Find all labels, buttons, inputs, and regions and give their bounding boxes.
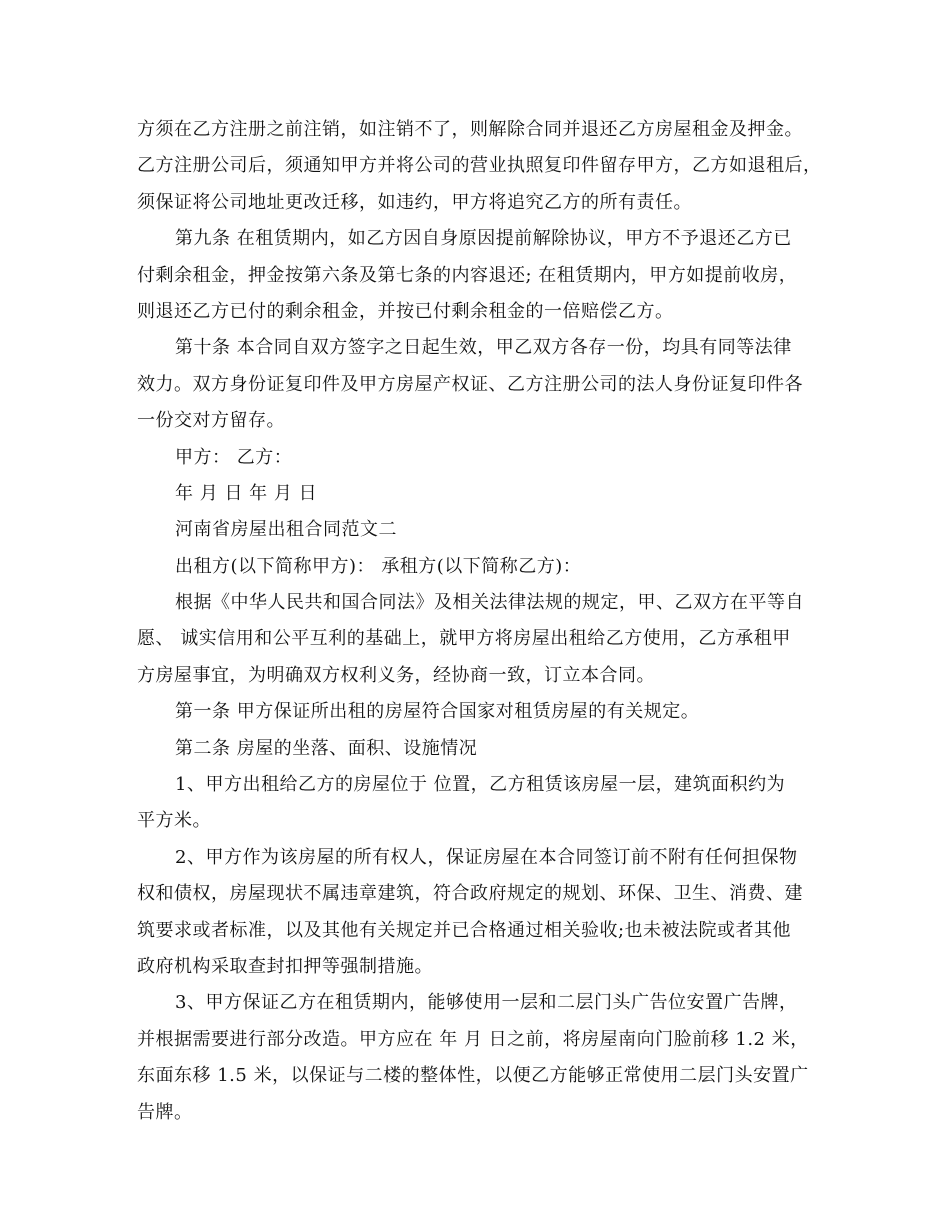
text-line: 须保证将公司地址更改迁移，如违约，甲方将追究乙方的所有责任。 <box>137 191 692 213</box>
text-line: 政府机构采取查封扣押等强制措施。 <box>137 955 433 977</box>
text-line: 平方米。 <box>137 810 211 832</box>
text-line: 效力。双方身份证复印件及甲方房屋产权证、乙方注册公司的法人身份证复印件各 <box>137 373 803 395</box>
text-line: 方须在乙方注册之前注销，如注销不了，则解除合同并退还乙方房屋租金及押金。 <box>137 119 803 140</box>
text-line: 告牌。 <box>137 1101 193 1123</box>
text-line: 付剩余租金，押金按第六条及第七条的内容退还; 在租赁期内，甲方如提前收房， <box>137 264 798 286</box>
article-9-heading-line: 第九条 在租赁期内，如乙方因自身原因提前解除协议，甲方不予退还乙方已 <box>175 228 792 250</box>
text-line: 一份交对方留存。 <box>137 410 285 432</box>
text-line: 权和债权，房屋现状不属违章建筑，符合政府规定的规划、环保、卫生、消费、建 <box>137 883 803 905</box>
section-title: 河南省房屋出租合同范文二 <box>175 519 397 541</box>
text-line: 并根据需要进行部分改造。甲方应在 年 月 日之前，将房屋南向门脸前移 1.2 米， <box>137 1028 809 1050</box>
text-line: 东面东移 1.5 米，以保证与二楼的整体性，以便乙方能够正常使用二层门头安置广 <box>137 1065 809 1087</box>
clause-1-line: 1、甲方出租给乙方的房屋位于 位置，乙方租赁该房屋一层，建筑面积约为 <box>175 774 786 796</box>
preamble-line: 根据《中华人民共和国合同法》及相关法律法规的规定，甲、乙双方在平等自 <box>175 592 804 614</box>
article-2-heading-line: 第二条 房屋的坐落、面积、设施情况 <box>175 737 478 759</box>
text-line: 方房屋事宜，为明确双方权利义务，经协商一致，订立本合同。 <box>137 664 655 686</box>
text-line: 则退还乙方已付的剩余租金，并按已付剩余租金的一倍赔偿乙方。 <box>137 300 674 322</box>
text-line: 乙方注册公司后，须通知甲方并将公司的营业执照复印件留存甲方，乙方如退租后， <box>137 155 822 177</box>
text-line: 筑要求或者标准，以及其他有关规定并已合格通过相关验收;也未被法院或者其他 <box>137 919 792 941</box>
signature-parties-line: 甲方： 乙方： <box>175 446 293 468</box>
clause-2-line: 2、甲方作为该房屋的所有权人，保证房屋在本合同签订前不附有任何担保物 <box>175 846 798 868</box>
article-10-heading-line: 第十条 本合同自双方签字之日起生效，甲乙双方各存一份，均具有同等法律 <box>175 337 792 359</box>
clause-3-line: 3、甲方保证乙方在租赁期内，能够使用一层和二层门头广告位安置广告牌， <box>175 992 798 1014</box>
article-1-line: 第一条 甲方保证所出租的房屋符合国家对租赁房屋的有关规定。 <box>175 701 700 723</box>
document-page <box>137 112 827 1131</box>
parties-line: 出租方(以下简称甲方)： 承租方(以下简称乙方)： <box>175 555 582 577</box>
text-line: 愿、 诚实信用和公平互利的基础上，就甲方将房屋出租给乙方使用，乙方承租甲 <box>137 628 791 650</box>
signature-date-line: 年 月 日 年 月 日 <box>175 482 318 504</box>
